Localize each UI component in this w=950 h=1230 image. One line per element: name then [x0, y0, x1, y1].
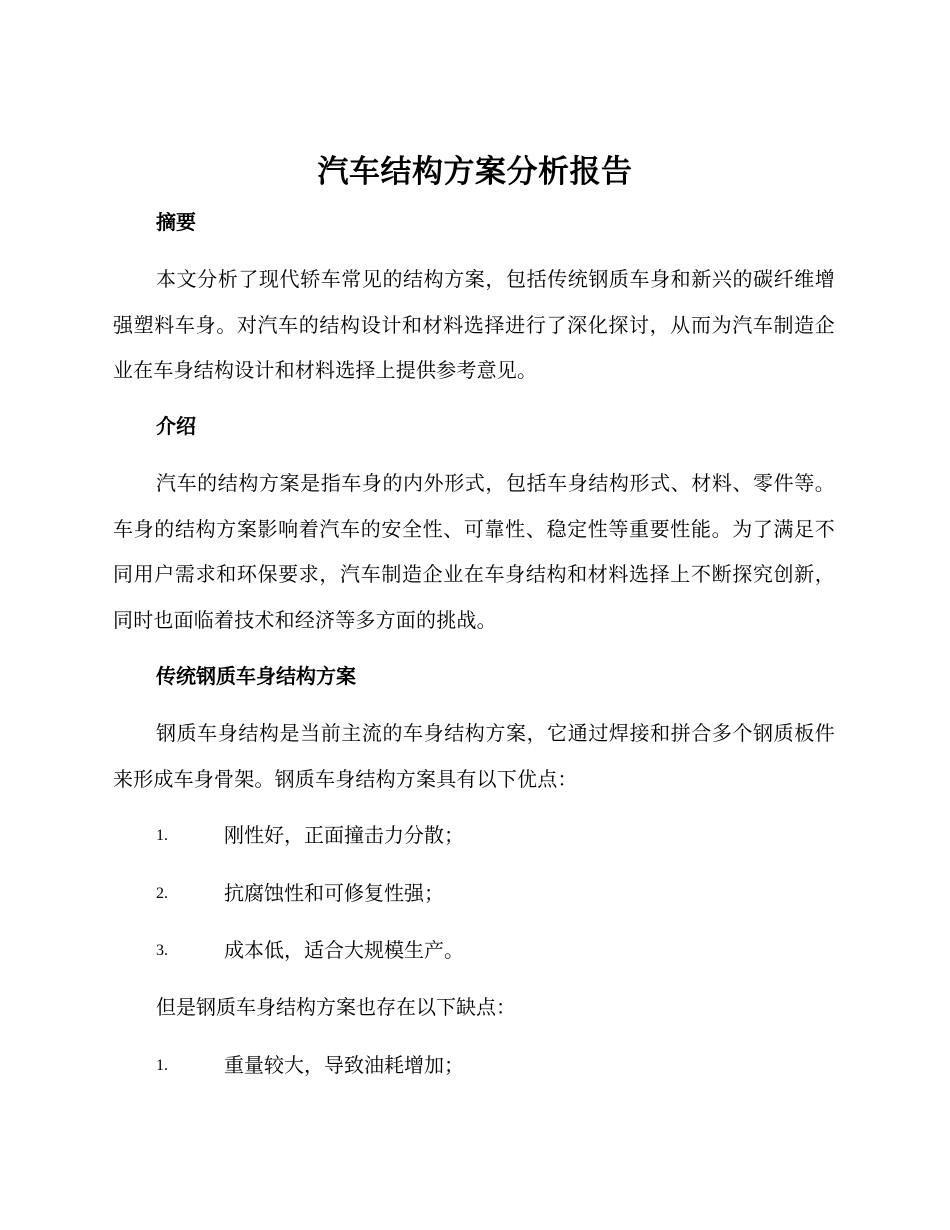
section-paragraph-abstract: 本文分析了现代轿车常见的结构方案，包括传统钢质车身和新兴的碳纤维增强塑料车身。对汽车的结构设计和材料选择进行了深化探讨，从而为汽车制造企业在车身结构设计和材料选择上提供参考意见。	[113, 267, 835, 382]
list-text: 重量较大，导致油耗增加；	[224, 1053, 464, 1077]
section-paragraph-steel-body: 钢质车身结构是当前主流的车身结构方案，它通过焊接和拼合多个钢质板件来形成车身骨架。钢质车身结构方案具有以下优点：	[113, 721, 835, 791]
section-heading-abstract: 摘要	[156, 210, 196, 234]
list-text: 刚性好，正面撞击力分散；	[224, 823, 464, 847]
section-paragraph-introduction: 汽车的结构方案是指车身的内外形式，包括车身结构形式、材料、零件等。车身的结构方案影响着汽车的安全性、可靠性、稳定性等重要性能。为了满足不同用户需求和环保要求，汽车制造企业在车身结构和材料选择上不断探究创新，同时也面临着技术和经济等多方面的挑战。	[113, 471, 835, 632]
list-text: 成本低，适合大规模生产。	[224, 938, 464, 962]
list-number: 1.	[156, 1057, 168, 1074]
section-heading-introduction: 介绍	[156, 414, 196, 438]
disadvantages-intro: 但是钢质车身结构方案也存在以下缺点：	[156, 995, 516, 1019]
list-number: 1.	[156, 827, 168, 844]
list-text: 抗腐蚀性和可修复性强；	[224, 881, 444, 905]
list-number: 2.	[156, 885, 168, 902]
document-title: 汽车结构方案分析报告	[317, 154, 633, 190]
section-heading-steel-body: 传统钢质车身结构方案	[156, 664, 356, 688]
list-number: 3.	[156, 942, 168, 959]
